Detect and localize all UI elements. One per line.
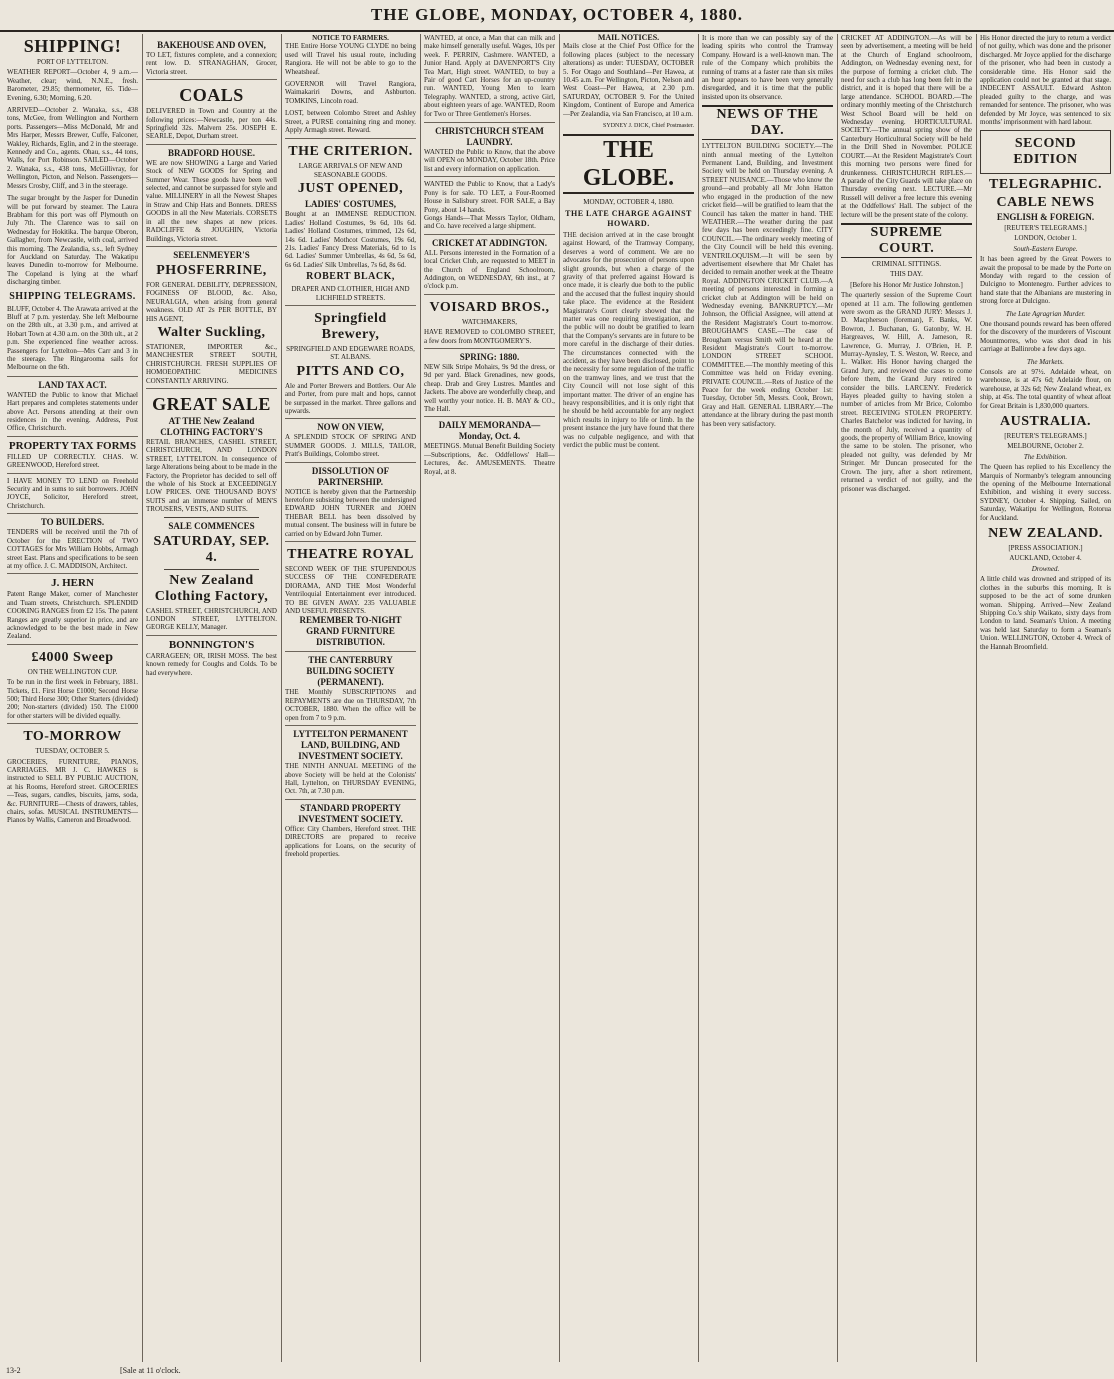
- land-tax-ad: [7, 376, 138, 433]
- port-heading: PORT OF LYTTELTON.: [37, 58, 108, 66]
- cricket-ad: [424, 234, 555, 291]
- leader-continued: It is more than we can possibly say of the leading spirits who control the Tramway Company. Howard is a well-known man. The rule of the Company which prohibits the running of trams at a faster rate than six miles an hour appears to have been very generally disregarded, and it is time that the public insisted upon its observance.: [702, 34, 833, 101]
- cable-heading: CABLE NEWS: [996, 195, 1095, 211]
- globe-date: MONDAY, OCTOBER 4, 1880.: [583, 198, 674, 207]
- bakehouse-ad: [146, 37, 277, 76]
- news-heading: NEWS OF THE DAY.: [702, 105, 833, 140]
- bradford-text: WE are now SHOWING a Large and Varied Stock of NEW GOODS for Spring and Summer Wear. These goods have been well selected, and cannot be surpassed for style and value. MILLINERY in all the Newest Shapes in Straw and Chip Hats and Bonnets. DRESS GOODS in all the New Materials. CORSETS in all the new shapes at new prices. RADCLIFFE & JOUGHIN, Victoria Buildings, Victoria street.: [146, 158, 277, 243]
- notice-text: THE Entire Horse YOUNG CLYDE no being used will Travel his usual route, including Rangiora. He will not be able to go to the Wheatsheaf.: [285, 42, 416, 76]
- gongs-text: Gongs Hands—That Messrs Taylor, Oldham, and Co. have received a large shipment.: [424, 213, 555, 231]
- great-sale-heading: GREAT SALE: [152, 393, 271, 414]
- building-society-ad: [285, 651, 416, 722]
- phosferrine-ad: [146, 246, 277, 385]
- tomorrow-heading: TO-MORROW: [23, 729, 122, 745]
- bonnington-ad: [146, 635, 277, 677]
- dissolution-ad: [285, 462, 416, 538]
- column-rule: [837, 34, 838, 1362]
- theatre-text: SECOND WEEK OF THE STUPENDOUS SUCCESS OF THE CONFEDERATE DIORAMA, AND THE Most Wonderful Ventriloquial Entertainment ever introduced. TO BE GIVEN AWAY. 235 VALUABLE AND USEFUL PRESENTS.: [285, 565, 416, 616]
- tomorrow-subheading: TUESDAY, OCTOBER 5.: [35, 747, 110, 756]
- suckling-text: STATIONER, IMPORTER &c., MANCHESTER STREET SOUTH, CHRISTCHURCH. FRESH SUPPLIES OF HOMOEOPATHIC MEDICINES CONSTANTLY ARRIVING.: [146, 342, 277, 385]
- standard-society-heading: STANDARD PROPERTY INVESTMENT SOCIETY.: [298, 802, 403, 824]
- great-sale-text: RETAIL BRANCHES, CASHEL STREET, CHRISTCHURCH, AND LONDON STREET, LYTTELTON. In consequence of large Alterations being about to be made in the Factory, the Proprietor has decided to sell off the whole of his Stock at EXCEEDINGLY LOW PRICES. ONE THOUSAND BOYS' SUITS and an immense number of MEN'S TROUSERS, VESTS, AND SUITS.: [146, 437, 277, 514]
- hern-heading: J. HERN: [51, 577, 94, 590]
- mail-text: Mails close at the Chief Post Office for the following places (subject to the necessary alterations) as under: TUESDAY, OCTOBER 5. For Otago and Southland—Per Hawea, at 10.45 a.m. For Wellington, Picton, Nelson and West Coast—Per Hawea, at 2.30 p.m. SATURDAY, OCTOBER 9. For the United Kingdom, Continent of Europe and America—Per Zealandia, via San Francisco, at 10 a.m.: [563, 42, 694, 118]
- footer-note: [Sale at 11 o'clock.: [120, 1366, 181, 1375]
- view-text: A SPLENDID STOCK OF SPRING AND SUMMER GOODS. J. MILLS, TAILOR, Pratt's Buildings, Colombo street.: [285, 433, 416, 459]
- ladies-heading: LADIES' COSTUMES,: [304, 199, 397, 210]
- mail-heading: MAIL NOTICES.: [597, 34, 660, 42]
- voisard-text: HAVE REMOVED to COLOMBO STREET, a few doors from MONTGOMERY'S.: [424, 328, 555, 345]
- arrivals: ARRIVED—October 2. Wanaka, s.s., 438 tons, McGee, from Wellington and Northern ports. Passengers—Miss McDonald, Mr and Mrs Harper, Messrs Brewer, Cuffe, Falconer, Wakley, Richards, Eglin, and 2 in the steerage. Kennedy and Co., agents. Ohau, s.s., 44 tons, Walls, for Port Robinson. SAILED—October 2. Wanaka, s.s., 438 tons, McGillivray, for Wellington, Picton, and Nelson. Passengers—Messrs Crosby, Cliff, and 3 in the steerage.: [7, 106, 138, 190]
- column-rule: [281, 34, 282, 1362]
- cable-credit: [REUTER'S TELEGRAMS.]: [1004, 223, 1087, 232]
- lyttelton-society-heading: LYTTELTON PERMANENT LAND, BUILDING, AND INVESTMENT SOCIETY.: [293, 729, 408, 762]
- cricket-text: ALL Persons interested in the Formation of a local Cricket Club, are requested to MEET in the Church of England Schoolroom, Addington, on WEDNESDAY, 6th inst., at 7 o'clock p.m.: [424, 248, 555, 291]
- australia-text: The Queen has replied to his Excellency the Marquis of Normanby's telegram announcing the opening of the Melbourne International Exhibition, and wishing it every success. SYDNEY, October 4. Shipping. Sailed, on Saturday, Wakatipu for Wellington, Rotorua for Auckland.: [980, 463, 1111, 522]
- theatre-heading: THEATRE ROYAL: [287, 547, 414, 563]
- bakehouse-text: TO LET, fixtures complete, and a connexion; rent low. D. STRANAGHAN, Grocer, Victoria street.: [146, 51, 277, 76]
- coals-text: DELIVERED in Town and Country at the following prices:—Newcastle, per ton 44s. Springfield 32s. Malvern 25s. JOSEPH E. SEARLE, Depot, Durham street.: [146, 107, 277, 141]
- cable-subheading: ENGLISH & FOREIGN.: [996, 212, 1095, 223]
- dissolution-text: NOTICE is hereby given that the Partnership heretofore subsisting between the undersigned EDWARD JOHN TURNER and JOHN THEBAR BELL has been dissolved by mutual consent. The business will in future be carried on by Edward John Turner.: [285, 487, 416, 538]
- view-ad: [285, 418, 416, 458]
- builders-heading: TO BUILDERS.: [40, 517, 105, 528]
- sweep-ad: [7, 644, 138, 720]
- lost-text: LOST, between Colombo Street and Ashley Street, a PURSE containing ring and money. Apply Armagh street. Reward.: [285, 109, 416, 135]
- hern-ad: [7, 573, 138, 640]
- mail-signature: SYDNEY J. DICK, Chief Postmaster.: [603, 123, 694, 130]
- telegrams-heading: SHIPPING TELEGRAMS.: [9, 290, 136, 302]
- shipping-telegrams: BLUFF, October 4. The Arawata arrived at the Bluff at 7 p.m. yesterday. She left Melbourne on the 28th ult., at 3.30 p.m., and arrived at Hobart Town at 4.30 a.m. on the 30th ult., at 2 p.m. She experienced fine weather across. Passengers for Lyttelton—Mrs Carr and 3 in the steerage. The Ringarooma sails for Melbourne on the 6th.: [7, 304, 138, 372]
- nz-heading: NEW ZEALAND.: [988, 526, 1103, 542]
- black-heading: ROBERT BLACK,: [306, 271, 395, 283]
- property-tax-ad: [7, 436, 138, 470]
- leader-heading: THE LATE CHARGE AGAINST HOWARD.: [565, 208, 692, 228]
- property-tax-heading: PROPERTY TAX FORMS: [8, 439, 137, 452]
- agrarian-text: One thousand pounds reward has been offered for the discovery of the murderers of Viscount Mountmorres, who was shot dead in his carriage at Ballinrobe a few days ago.: [980, 319, 1111, 354]
- spring-text: NEW Silk Stripe Mohairs, 9s 9d the dress, or 9d per yard. Black Grenadines, new goods, cheap. Drab and Grey Lustres. Mantles and Jackets. The above are wonderfully cheap, and well worthy your notice. H. B. MAY & CO., The Hall.: [424, 362, 555, 413]
- shipping-heading: SHIPPING!: [23, 36, 122, 56]
- telegraphic-heading: TELEGRAPHIC.: [989, 177, 1102, 193]
- money-lend-ad: [7, 473, 138, 511]
- australia-subhead: The Exhibition.: [1023, 452, 1068, 461]
- voisard-ad: [424, 294, 555, 345]
- news-text: LYTTELTON BUILDING SOCIETY.—The ninth annual meeting of the Lyttelton Permanent Land, Building, and Investment Society will be held on Thursday evening. A STREET NUISANCE.—Those who know the ground—and probably all Mr John Hatton who engaged in the production of the new cricket field—will be gratified to learn that the Council has taken the matter in hand. THE WEATHER.—The weather during the past few days has been exceedingly fine. CITY COUNCIL.—The ordinary weekly meeting of the City Council will be held this evening. VENTRILOQUISM.—It will be seen by advertisement elsewhere that Mr Chalet has decided to remain another week at the Theatre Royal. ADDINGTON CRICKET CLUB.—A meeting of persons interested in forming a cricket club at Addington will be held on Wednesday evening. BANKRUPTCY.—Mr Johnson, the Official Assignee, will attend at the Resident Magistrate's Court to-morrow. BROUGHAM'S CASE.—The case of Brougham versus Smith will be heard at the Resident Magistrate's Court to-morrow. LONDON STREET SCHOOL COMMITTEE.—The monthly meeting of this Committee was held on Friday evening. PRIVATE COUNCIL.—Rets of Justice of the Peace for the week ending October 1st: Tuesday, October 5th, Messrs. Cook, Brown, Gray and Hall. GENERAL LIBRARY.—The attendance at the library during the past month has been very satisfactory.: [702, 142, 833, 428]
- cricket-heading: CRICKET AT ADDINGTON.: [431, 237, 548, 248]
- voisard-subheading: WATCHMAKERS,: [461, 317, 518, 326]
- column-1: [7, 34, 138, 1362]
- weather-report: WEATHER REPORT—October 4, 9 a.m.—Weather, clear; wind, N.N.E., fresh. Barometer, 29.85; thermometer, 65. Tide—Evening, 6.30; Morning, 6.20.: [7, 68, 138, 102]
- sale-date: SATURDAY, SEP. 4.: [153, 533, 270, 565]
- lyttelton-society-text: THE NINTH ANNUAL MEETING of the above Society will be held at the Colonists' Hall, Lyttelton, on THURSDAY EVENING, Oct. 7th, at 7.30 p.m.: [285, 762, 416, 796]
- sale-commences: SALE COMMENCES: [168, 520, 255, 531]
- criterion-subheading: LARGE ARRIVALS OF NEW AND SEASONABLE GOODS.: [298, 162, 403, 179]
- phosferrine-maker: SEELENMEYER'S: [173, 249, 250, 260]
- theatre-ad: [285, 541, 416, 648]
- criterion-ad: [285, 138, 416, 301]
- suckling-heading: Walter Suckling,: [157, 324, 266, 340]
- ladies-text: Bought at an IMMENSE REDUCTION. Ladies' Holland Costumes, 9s 6d, 10s 6d. Ladies' Holland Costumes, trimmed, 12s 6d, 14s 6d. Ladies' Mothcot Costumes, 19s 6d, 21s. Ladies' Fancy Dress Materials, 6d to 1s 6d. Ladies' Summer Umbrellas, 4s 6d, 5s 6d, 6s 6d. Ladies' Silk Umbrellas, 7s 6d, 8s 6d.: [285, 210, 416, 269]
- column-2: [146, 34, 277, 1362]
- bradford-heading: BRADFORD HOUSE.: [167, 147, 255, 158]
- sweep-subheading: ON THE WELLINGTON CUP.: [27, 667, 118, 676]
- notice-heading: NOTICE TO FARMERS.: [312, 34, 389, 42]
- supreme-court-judge: [Before his Honor Mr Justice Johnston.]: [850, 280, 963, 289]
- spring-ad: [424, 348, 555, 413]
- column-5: [563, 34, 694, 1362]
- bonnington-heading: BONNINGTON'S: [168, 638, 255, 651]
- remember-text: REMEMBER TO-NIGHT GRAND FURNITURE DISTRIBUTION.: [299, 615, 402, 648]
- property-tax-text: FILLED UP CORRECTLY. CHAS. W. GREENWOOD, Hereford street.: [7, 452, 138, 470]
- nz-text: A little child was drowned and stripped of its clothes in the suburbs this morning. It is supposed to be the act of some drunken woman. Shipping. Arrived—New Zealand Shipping Co.'s ship Waikato, sixty days from London to land. Seaman's Union. A meeting was held last Saturday to form a Seaman's Union. WELLINGTON, October 4. Wreck of the Hannah Broomfield.: [980, 575, 1111, 651]
- shop-ads: [424, 176, 555, 230]
- column-rule: [976, 34, 977, 1362]
- land-tax-heading: LAND TAX ACT.: [38, 379, 107, 390]
- land-tax-text: WANTED the Public to know that Michael Hart prepares and completes statements under above Act. Persons attending at their own residences in the evening. Address, Post Office, Christchurch.: [7, 390, 138, 433]
- sweep-text: To be run in the first week in February, 1881. Tickets, £1. First Horse £1000; Second Horse 500; Third Horse 300; Other Starters (divided) 200; Non-starters (divided) 150. The £1000 for other starters will be divided equally.: [7, 678, 138, 720]
- divider: [164, 569, 259, 570]
- sweep-heading: £4000 Sweep: [31, 649, 114, 665]
- australia-heading: AUSTRALIA.: [1000, 414, 1091, 429]
- bonnington-text: CARRAGEEN; OR, IRISH MOSS. The best known remedy for Coughs and Colds. To be had everywhere.: [146, 651, 277, 677]
- black-text: DRAPER AND CLOTHIER, HIGH AND LICHFIELD STREETS.: [291, 285, 410, 302]
- globe-heading: THE GLOBE.: [563, 134, 694, 194]
- column-rule: [698, 34, 699, 1362]
- shipping-news: The sugar brought by the Jasper for Dunedin will be put forward by steamer. The Laura Brabham for this port was off Plymouth on July 7th. The Clarence was to sail on Wednesday for Hokitika. The barque Oberon, Gallagher, from Newcastle, with coal, arrived this morning. The Zealandia, s.s., left Sydney for Auckland on Saturday. The Wakatipu leaves Dunedin to-morrow for Melbourne. The Copeland is lying at the wharf discharging timber.: [7, 194, 138, 287]
- news-continued: CRICKET AT ADDINGTON.—As will be seen by advertisement, a meeting will be held at the Church of England schoolroom, Addington, on Wednesday evening next, for the purpose of forming a cricket club. The need for such a club has long been felt in the district, and it is hoped that there will be a large attendance. SCHOOL BOARD.—The ordinary monthly meeting of the Christchurch West School Board will be held on Wednesday evening. HORTICULTURAL SOCIETY.—The annual spring show of the Canterbury Horticultural Society will be held in the Drill Shed in November. POLICE COURT.—At the Resident Magistrate's Court this morning two persons were fined for drunkenness. CHRISTCHURCH RIFLES.—A parade of the City Guards will take place on Thursday evening next. LECTURE.—Mr Russell will deliver a free lecture this evening at the Oddfellows' Hall. The subject of the lecture will be the present state of the colony.: [841, 34, 972, 219]
- tomorrow-ad: [7, 723, 138, 825]
- markets-heading: The Markets.: [1027, 357, 1064, 366]
- markets-text: Consols are at 97½. Adelaide wheat, on warehouse, is at 47s 6d; Adelaide flour, on warehouse, at 32s 6d; New Zealand wheat, ex ship, at 45s. The total quantity of wheat afloat for Great Britain is 1,830,000 quarters.: [980, 367, 1111, 410]
- brewery-text: SPRINGFIELD AND EDGEWARE ROADS, ST. ALBANS.: [286, 344, 415, 362]
- pitts-heading: PITTS AND CO,: [296, 363, 405, 379]
- bakehouse-heading: BAKEHOUSE AND OVEN,: [157, 40, 266, 50]
- brewery-heading: Springfield Brewery,: [314, 310, 387, 342]
- column-4: [424, 34, 555, 1362]
- cable-text: It has been agreed by the Great Powers to await the proposal to be made by the Porte on Monday with regard to the cession of Dulcigno to Montenegro. Further advices to hand state that the Albanians are mustering in strong force at Dulcigno.: [980, 255, 1111, 306]
- masthead-text: THE GLOBE, MONDAY, OCTOBER 4, 1880.: [370, 5, 744, 24]
- cable-dateline: LONDON, October 1.: [1014, 234, 1077, 243]
- column-rule: [559, 34, 560, 1362]
- second-edition-box: [980, 130, 1111, 174]
- wanted-ads: WANTED, at once, a Man that can milk and make himself generally useful. Wages, 10s per week. F. PERRIN, Cashmere. WANTED, a Junior Hand. Apply at DAVENPORT'S City Tea Mart, High street. WANTED, to buy a Pair of good Cart Horses for an up-country run. WANTED, Young Men to learn Telegraphy. WANTED, a strong, active Girl, about eighteen years of age. WANTED, Room for Two or Three Gentlemen's Horses.: [424, 34, 555, 118]
- column-6: [702, 34, 833, 1362]
- money-lend-text: I HAVE MONEY TO LEND on Freehold Security and in sums to suit borrowers. JOHN JOYCE, Solicitor, Hereford street, Christchurch.: [7, 476, 138, 510]
- criterion-heading: THE CRITERION.: [288, 144, 413, 160]
- standard-society-ad: [285, 799, 416, 859]
- column-8: [980, 34, 1111, 1362]
- column-rule: [142, 34, 143, 1362]
- builders-text: TENDERS will be received until the 7th of October for the ERECTION of TWO COTTAGES for Mrs William Hobbs, Armagh street East. Plans and specifications to be seen at my office. J. C. MADDISON, Architect.: [7, 528, 138, 570]
- nz-factory-heading: New Zealand Clothing Factory,: [154, 572, 269, 604]
- just-opened-heading: JUST OPENED,: [297, 181, 404, 197]
- nz-factory-text: CASHEL STREET, CHRISTCHURCH, AND LONDON STREET, LYTTELTON. GEORGE KELLY, Manager.: [146, 606, 277, 632]
- coals-heading: COALS: [179, 85, 244, 106]
- leader-text: THE decision arrived at in the case brought against Howard, of the Tramway Company, deserves a word of comment. We are no advocates for the prosecution of persons upon slight grounds, but when a charge of the gravity of that preferred against Howard is once made, it is clearly due both to the public and the accused that the fullest inquiry should take place. The evidence at the Resident Magistrate's Court clearly showed that the matter was one requiring investigation, and the public will no doubt be gratified to learn that the Company's servants are in future to be more careful in the discharge of their duties. The circumstances connected with the accident, as they have been disclosed, point to the necessity for some regulation of the traffic on the tramway lines, and we trust that the City Council will not lose sight of this important matter. The driver of an engine has heavy responsibilities, and it is only right that he should be held accountable for any neglect which results in injury to life or limb. In the present instance the jury have found that there was no culpable negligence, and with that verdict the public must be content.: [563, 230, 694, 450]
- great-sale-ad: [146, 388, 277, 632]
- supreme-court-day: THIS DAY.: [890, 270, 923, 279]
- voisard-heading: VOISARD BROS.,: [429, 299, 550, 315]
- column-3: [285, 34, 416, 1362]
- masthead: [0, 0, 1114, 32]
- laundry-text: WANTED the Public to Know, that the above will OPEN on MONDAY, October 18th. Price list and every information on application.: [424, 148, 555, 173]
- standard-society-text: Office: City Chambers, Hereford street. THE DIRECTORS are prepared to receive applications for Loans, on the security of freehold properties.: [285, 824, 416, 858]
- shop-ads-text: WANTED the Public to Know, that a Lady's Pony is for sale. TO LET, a Four-Roomed House in Salisbury street. FOR SALE, a Bay Pony, about 14 hands.: [424, 180, 555, 214]
- phosferrine-text: FOR GENERAL DEBILITY, DEPRESSION, FOGINESS OF BLOOD, &c. Also, NEURALGIA, when arising from general weakness. OLD AT 2s PER BOTTLE, BY HIS AGENT,: [146, 280, 277, 323]
- nz-dateline: AUCKLAND, October 4.: [1009, 554, 1082, 563]
- laundry-heading: CHRISTCHURCH STEAM LAUNDRY.: [435, 126, 544, 148]
- column-rule: [420, 34, 421, 1362]
- lyttelton-society-ad: [285, 725, 416, 796]
- dissolution-heading: DISSOLUTION OF PARTNERSHIP.: [311, 465, 390, 487]
- nz-credit: [PRESS ASSOCIATION.]: [1008, 544, 1083, 553]
- second-edition-heading: SECOND EDITION: [1013, 136, 1078, 168]
- column-7: [841, 34, 972, 1362]
- divider: [164, 517, 259, 518]
- australia-credit: [REUTER'S TELEGRAMS.]: [1004, 432, 1087, 440]
- memoranda-text: MEETINGS. Mutual Benefit Building Society—Subscriptions, &c. Oddfellows' Hall—Lectures, &c. AMUSEMENTS. Theatre Royal, at 8.: [424, 442, 555, 476]
- supreme-court-heading: SUPREME COURT.: [841, 223, 972, 258]
- spring-heading: SPRING: 1880.: [459, 351, 520, 362]
- memoranda-heading: DAILY MEMORANDA—Monday, Oct. 4.: [438, 420, 541, 442]
- supreme-court-text: The quarterly session of the Supreme Court opened at 11 a.m. The following gentlemen were sworn as the GRAND JURY: Messrs J. D. Macpherson (foreman), F. Banks, W. Bowron, J. Buchanan, G. Gatonby, W. H. Hargreaves, W. Hill, A. Jameson, R. Lawrence, G. Murray, J. O'Brien, H. P. Murray-Aynsley, T. S. Weston, W. Reece, and L. Walker. His Honor having charged the Grand Jury, and reviewed the cases to come before them, the Grand Jury retired to consider the bills. LARCENY. Frederick Hayes pleaded guilty to having stolen a number of articles from Mr Brice, Colombo street. RECEIVING STOLEN PROPERTY. Charles Batchelor was indicted for having, in the month of July, received a quantity of goods, the property of William Brice, knowing the same to be stolen. The prisoner, who pleaded not guilty, was defended by Mr Stringer. Mr Duncan prosecuted for the Crown. The jury, after a short retirement, returned a verdict of not guilty, and the prisoner was discharged.: [841, 291, 972, 493]
- builders-ad: [7, 513, 138, 570]
- cable-subhead: South-Eastern Europe.: [1013, 244, 1078, 253]
- view-heading: NOW ON VIEW,: [317, 422, 384, 433]
- agrarian-heading: The Late Agragrian Murder.: [1005, 309, 1086, 318]
- court-continued: His Honor directed the jury to return a verdict of not guilty, which was done and the prisoner discharged. Mr Joyce applied for the discharge of the prisoner, who had been in custody a considerable time. His Honor said the application could not be granted at that stage. INDECENT ASSAULT. Edward Ashton pleaded guilty to the charge, and was remanded for sentence. The prisoner, who was defended by Mr Joyce, was sentenced to six months' imprisonment with hard labour.: [980, 34, 1111, 127]
- brewery-ad: [285, 305, 416, 415]
- supreme-court-subheading: CRIMINAL SITTINGS.: [872, 259, 941, 268]
- page-number: 13-2: [6, 1366, 21, 1375]
- memoranda: [424, 416, 555, 476]
- bradford-ad: [146, 144, 277, 243]
- australia-dateline: MELBOURNE, October 2.: [1007, 442, 1084, 451]
- building-society-text: THE Monthly SUBSCRIPTIONS and REPAYMENTS are due on THURSDAY, 7th OCTOBER, 1880. When the office will be open from 7 to 9 p.m.: [285, 688, 416, 722]
- tomorrow-text: GROCERIES, FURNITURE, PIANOS, CARRIAGES. MR J. C. HAWKES is instructed to SELL BY PUBLIC AUCTION, at his Rooms, Hereford street. GROCERIES—Teas, sugars, candles, biscuits, jams, soda, &c. FURNITURE—Chests of drawers, tables, chairs, sofas. MUSICAL INSTRUMENTS—Pianos by Wallis, Cameron and Broadwood.: [7, 757, 138, 825]
- nz-subhead: Drowned.: [1031, 564, 1060, 573]
- great-sale-subheading: AT THE New Zealand CLOTHING FACTORY'S: [160, 415, 263, 437]
- pitts-text: Ale and Porter Brewers and Bottlers. Our Ale and Porter, from pure malt and hops, cannot be surpassed in the market. Three gallons and upwards.: [285, 381, 416, 415]
- coals-ad: [146, 79, 277, 141]
- phosferrine-heading: PHOSFERRINE,: [156, 262, 267, 278]
- hern-text: Patent Range Maker, corner of Manchester and Tuam streets, Christchurch. SPLENDID COOKING RANGES from £2 15s. The patent Ranges are greatly superior in price, and are acknowledged to be the best made in New Zealand.: [7, 590, 138, 641]
- laundry-ad: [424, 122, 555, 173]
- building-society-heading: THE CANTERBURY BUILDING SOCIETY (PERMANENT).: [306, 655, 395, 688]
- governor-text: GOVERNOR will Travel Rangiora, Waimakariri Downs, and Ashburton. TOMKINS, Lincoln road.: [285, 80, 416, 105]
